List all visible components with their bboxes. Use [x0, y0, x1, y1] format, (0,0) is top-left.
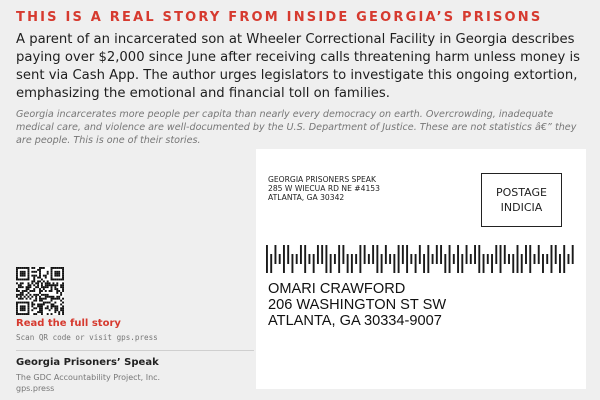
org-legal-name: The GDC Accountability Project, Inc.	[16, 373, 161, 382]
barcode-icon	[266, 245, 576, 273]
org-website: gps.press	[16, 384, 55, 393]
return-address-line: ATLANTA, GA 30342	[268, 193, 345, 202]
indicia-line: POSTAGE	[496, 186, 547, 199]
recipient-address	[268, 281, 446, 329]
return-address-line: 285 W WIECUA RD NE #4153	[268, 184, 380, 193]
return-address	[268, 175, 380, 202]
recipient-line: ATLANTA, GA 30334-9007	[268, 313, 442, 329]
qr-code-icon[interactable]	[16, 267, 64, 315]
org-details	[16, 372, 160, 394]
read-full-story-link[interactable]: Read the full story	[16, 318, 121, 329]
recipient-line: 206 WASHINGTON ST SW	[268, 297, 447, 313]
indicia-line: INDICIA	[500, 201, 543, 214]
story-summary: A parent of an incarcerated son at Wheeler Correctional Facility in Georgia describes paying over $2,000 since June after receiving calls threatening harm unless money is sent via Cash App. The author urges legislators to investigate this ongoing extortion, emphasizing the emotional and financial toll on families.	[16, 32, 581, 101]
mail-envelope	[256, 149, 586, 389]
recipient-line: OMARI CRAWFORD	[268, 281, 406, 297]
story-kicker: THIS IS A REAL STORY FROM INSIDE GEORGIA’S PRISONS	[16, 10, 543, 25]
postage-indicia-box	[481, 173, 562, 227]
org-name: Georgia Prisoners’ Speak	[16, 357, 159, 368]
return-address-line: GEORGIA PRISONERS SPEAK	[268, 175, 376, 184]
footer-divider	[16, 350, 254, 351]
cta-subtext: Scan QR code or visit gps.press	[16, 333, 158, 342]
context-note: Georgia incarcerates more people per capita than nearly every democracy on earth. Overcrowding, inadequate medical care, and violence are well-documented by the U.S. Department of Justice. These are not statistics â€” they are people. This is one of their stories.	[16, 109, 577, 146]
